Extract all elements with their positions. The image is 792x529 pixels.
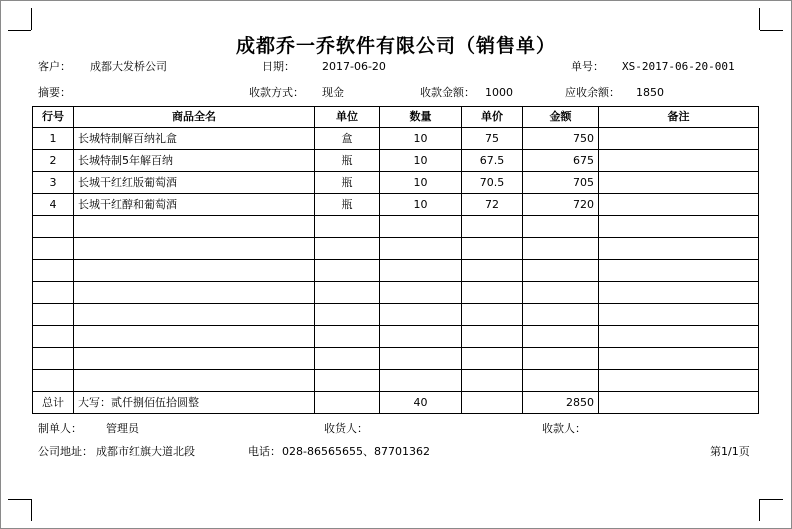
cell-empty xyxy=(523,370,599,392)
cell-empty xyxy=(33,282,74,304)
payment-method-label: 收款方式： xyxy=(249,86,304,99)
cell-quantity: 10 xyxy=(380,194,462,216)
cell-empty xyxy=(74,260,315,282)
cell-amount: 750 xyxy=(523,128,599,150)
cell-empty xyxy=(315,348,380,370)
cell-remarks xyxy=(599,194,759,216)
cell-unit-price: 72 xyxy=(462,194,523,216)
cell-amount: 675 xyxy=(523,150,599,172)
total-remarks-cell xyxy=(599,392,759,414)
cell-empty xyxy=(380,370,462,392)
maker-value: 管理员 xyxy=(106,422,139,435)
order-no-value: XS-2017-06-20-001 xyxy=(622,60,735,73)
table-row-empty xyxy=(33,282,759,304)
cell-unit: 盒 xyxy=(315,128,380,150)
table-row-empty xyxy=(33,304,759,326)
cell-empty xyxy=(74,282,315,304)
cell-empty xyxy=(74,238,315,260)
cell-unit: 瓶 xyxy=(315,172,380,194)
cell-empty xyxy=(523,216,599,238)
table-row xyxy=(33,194,759,216)
table-header-row xyxy=(33,107,759,128)
cell-empty xyxy=(33,216,74,238)
col-header-quantity: 数量 xyxy=(380,107,462,128)
table-row xyxy=(33,128,759,150)
cell-empty xyxy=(315,238,380,260)
cell-empty xyxy=(380,238,462,260)
cell-empty xyxy=(33,238,74,260)
table-row-empty xyxy=(33,260,759,282)
table-total-row xyxy=(33,392,759,414)
cell-empty xyxy=(462,216,523,238)
cell-unit-price: 75 xyxy=(462,128,523,150)
cell-line-no: 4 xyxy=(33,194,74,216)
cell-empty xyxy=(523,304,599,326)
cell-empty xyxy=(462,282,523,304)
cell-quantity: 10 xyxy=(380,172,462,194)
cell-empty xyxy=(599,260,759,282)
cell-empty xyxy=(33,326,74,348)
total-amount-in-words: 大写：贰仟捌佰伍拾圆整 xyxy=(74,392,315,414)
customer-value: 成都大发桥公司 xyxy=(90,60,167,73)
cell-empty xyxy=(523,238,599,260)
table-row xyxy=(33,172,759,194)
total-price-cell xyxy=(462,392,523,414)
maker-label: 制单人： xyxy=(38,422,82,435)
cell-empty xyxy=(599,304,759,326)
cell-empty xyxy=(599,238,759,260)
sales-items-table xyxy=(32,106,759,414)
table-row-empty xyxy=(33,238,759,260)
crop-mark-bottom-right-h xyxy=(760,499,783,500)
cell-quantity: 10 xyxy=(380,128,462,150)
total-label: 总计 xyxy=(33,392,74,414)
receivable-balance-value: 1850 xyxy=(636,86,664,99)
cell-empty xyxy=(462,238,523,260)
cell-empty xyxy=(523,326,599,348)
cell-empty xyxy=(462,348,523,370)
received-amount-value: 1000 xyxy=(485,86,513,99)
cell-empty xyxy=(315,304,380,326)
cell-empty xyxy=(599,370,759,392)
customer-label: 客户： xyxy=(38,60,71,73)
table-row-empty xyxy=(33,326,759,348)
cell-line-no: 1 xyxy=(33,128,74,150)
cell-empty xyxy=(462,304,523,326)
cell-quantity: 10 xyxy=(380,150,462,172)
cell-line-no: 2 xyxy=(33,150,74,172)
date-value: 2017-06-20 xyxy=(322,60,386,73)
total-quantity: 40 xyxy=(380,392,462,414)
cell-empty xyxy=(380,282,462,304)
table-row xyxy=(33,150,759,172)
col-header-unit-price: 单价 xyxy=(462,107,523,128)
crop-mark-top-right xyxy=(759,8,760,30)
col-header-unit: 单位 xyxy=(315,107,380,128)
cell-empty xyxy=(74,304,315,326)
total-unit-cell xyxy=(315,392,380,414)
cell-empty xyxy=(315,282,380,304)
payee-label: 收款人： xyxy=(542,422,586,435)
cell-empty xyxy=(33,370,74,392)
crop-mark-bottom-right xyxy=(759,499,760,521)
cell-empty xyxy=(523,260,599,282)
cell-empty xyxy=(33,304,74,326)
cell-empty xyxy=(74,216,315,238)
cell-product-name: 长城干红醇和葡萄酒 xyxy=(74,194,315,216)
cell-empty xyxy=(599,216,759,238)
table-row-empty xyxy=(33,348,759,370)
cell-empty xyxy=(462,260,523,282)
cell-empty xyxy=(315,370,380,392)
phone-value: 028-86565655、87701362 xyxy=(282,445,430,458)
col-header-product-name: 商品全名 xyxy=(74,107,315,128)
cell-unit: 瓶 xyxy=(315,150,380,172)
cell-empty xyxy=(523,282,599,304)
cell-empty xyxy=(380,348,462,370)
cell-product-name: 长城干红红版葡萄酒 xyxy=(74,172,315,194)
address-label: 公司地址： xyxy=(38,445,93,458)
cell-empty xyxy=(462,326,523,348)
cell-empty xyxy=(380,326,462,348)
receivable-balance-label: 应收余额： xyxy=(565,86,620,99)
cell-amount: 705 xyxy=(523,172,599,194)
cell-product-name: 长城特制解百纳礼盒 xyxy=(74,128,315,150)
crop-mark-bottom-left-h xyxy=(8,499,31,500)
cell-unit-price: 67.5 xyxy=(462,150,523,172)
cell-empty xyxy=(74,370,315,392)
cell-remarks xyxy=(599,172,759,194)
cell-empty xyxy=(380,260,462,282)
cell-empty xyxy=(74,326,315,348)
date-label: 日期： xyxy=(262,60,295,73)
cell-empty xyxy=(33,348,74,370)
cell-empty xyxy=(599,348,759,370)
address-value: 成都市红旗大道北段 xyxy=(96,445,195,458)
cell-amount: 720 xyxy=(523,194,599,216)
crop-mark-top-left xyxy=(31,8,32,30)
table-row-empty xyxy=(33,216,759,238)
cell-empty xyxy=(380,216,462,238)
cell-empty xyxy=(380,304,462,326)
cell-empty xyxy=(599,282,759,304)
summary-label: 摘要： xyxy=(38,86,71,99)
cell-remarks xyxy=(599,150,759,172)
cell-empty xyxy=(315,216,380,238)
consignee-label: 收货人： xyxy=(324,422,368,435)
col-header-line-no: 行号 xyxy=(33,107,74,128)
cell-empty xyxy=(523,348,599,370)
page-indicator: 第1/1页 xyxy=(710,445,750,458)
document-title: 成都乔一乔软件有限公司（销售单） xyxy=(235,35,556,57)
cell-empty xyxy=(599,326,759,348)
col-header-remarks: 备注 xyxy=(599,107,759,128)
order-no-label: 单号： xyxy=(571,60,604,73)
total-amount: 2850 xyxy=(523,392,599,414)
cell-empty xyxy=(315,326,380,348)
cell-empty xyxy=(315,260,380,282)
cell-product-name: 长城特制5年解百纳 xyxy=(74,150,315,172)
payment-method-value: 现金 xyxy=(322,86,344,99)
cell-unit-price: 70.5 xyxy=(462,172,523,194)
crop-mark-bottom-left xyxy=(31,499,32,521)
phone-label: 电话： xyxy=(248,445,281,458)
col-header-amount: 金额 xyxy=(523,107,599,128)
cell-line-no: 3 xyxy=(33,172,74,194)
cell-empty xyxy=(462,370,523,392)
cell-unit: 瓶 xyxy=(315,194,380,216)
cell-empty xyxy=(33,260,74,282)
table-row-empty xyxy=(33,370,759,392)
cell-remarks xyxy=(599,128,759,150)
received-amount-label: 收款金额： xyxy=(420,86,475,99)
cell-empty xyxy=(74,348,315,370)
